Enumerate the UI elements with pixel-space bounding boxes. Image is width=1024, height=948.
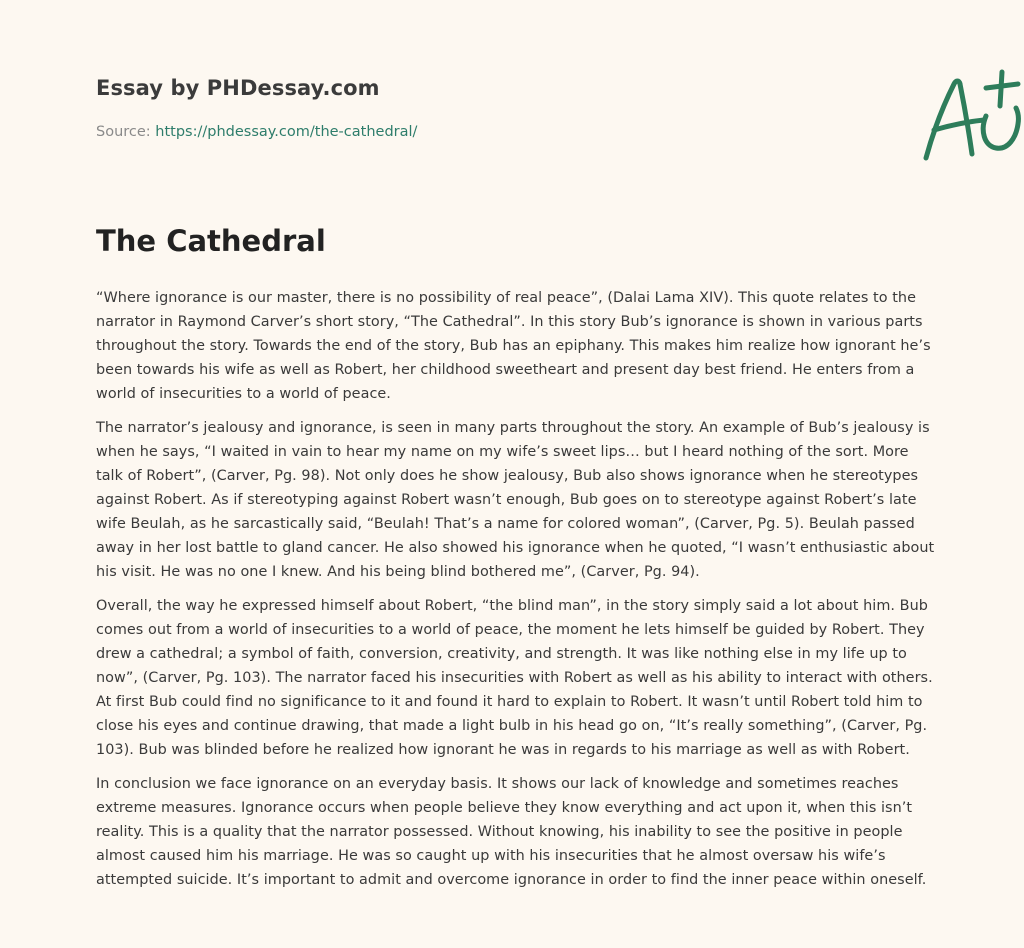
source-link[interactable]: https://phdessay.com/the-cathedral/	[155, 124, 418, 140]
essay-paragraph: The narrator’s jealousy and ignorance, is seen in many parts throughout the story. An example of Bub’s jealousy is when he says, “I waited in vain to hear my name on my wife’s sweet lips… but I heard nothing of the sort. More talk of Robert”, (Carver, Pg. 98). Not only does he show jealousy, Bub also shows ignorance when he stereotypes against Robert. As if stereotyping against Robert wasn’t enough, Bub goes on to stereotype against Robert’s late wife Beulah, as he sarcastically said, “Beulah! That’s a name for colored woman”, (Carver, Pg. 5). Beulah passed away in her lost battle to gland cancer. He also showed his ignorance when he quoted, “I wasn’t enthusiastic about his visit. He was no one I knew. And his being blind bothered me”, (Carver, Pg. 94).	[96, 420, 935, 580]
source-line	[96, 124, 417, 140]
essay-body	[96, 286, 936, 902]
essay-paragraph: In conclusion we face ignorance on an everyday basis. It shows our lack of knowledge and sometimes reaches extreme measures. Ignorance occurs when people believe they know everything and act upon it, when this isn’t reality. This is a quality that the narrator possessed. Without knowing, his inability to see the positive in people almost caused him his marriage. He was so caught up with his insecurities that he almost oversaw his wife’s attempted suicide. It’s important to admit and overcome ignorance in order to find the inner peace within oneself.	[96, 776, 927, 888]
a-plus-grade-icon	[914, 64, 1024, 168]
essay-paragraph: “Where ignorance is our master, there is no possibility of real peace”, (Dalai Lama XIV). This quote relates to the narrator in Raymond Carver’s short story, “The Cathedral”. In this story Bub’s ignorance is shown in various parts throughout the story. Towards the end of the story, Bub has an epiphany. This makes him realize how ignorant he’s been towards his wife as well as Robert, her childhood sweetheart and present day best friend. He enters from a world of insecurities to a world of peace.	[96, 290, 931, 402]
site-title: Essay by PHDessay.com	[96, 76, 380, 100]
essay-title: The Cathedral	[96, 224, 326, 258]
essay-paragraph: Overall, the way he expressed himself about Robert, “the blind man”, in the story simply said a lot about him. Bub comes out from a world of insecurities to a world of peace, the moment he lets himself be guided by Robert. They drew a cathedral; a symbol of faith, conversion, creativity, and strength. It was like nothing else in my life up to now”, (Carver, Pg. 103). The narrator faced his insecurities with Robert as well as his ability to interact with others. At first Bub could find no significance to it and found it hard to explain to Robert. It wasn’t until Robert told him to close his eyes and continue drawing, that made a light bulb in his head go on, “It’s really something”, (Carver, Pg. 103). Bub was blinded before he realized how ignorant he was in regards to his marriage as well as with Robert.	[96, 598, 933, 758]
source-label: Source:	[96, 124, 156, 140]
